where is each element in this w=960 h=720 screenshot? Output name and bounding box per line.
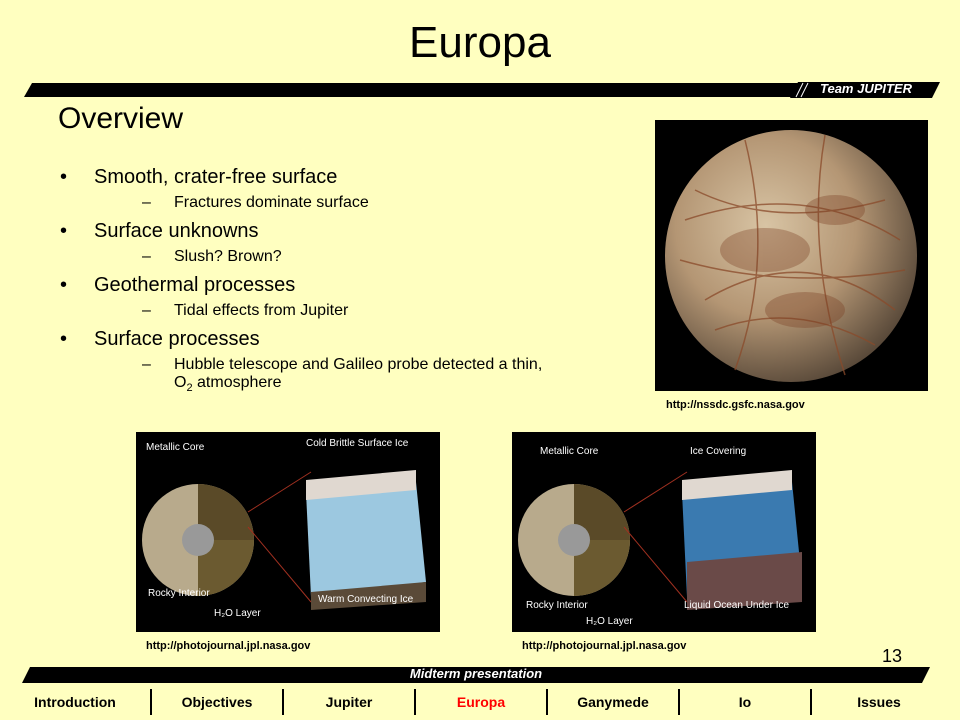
photo-credit: http://nssdc.gsfc.nasa.gov (666, 399, 805, 411)
nav-item-objectives[interactable]: Objectives (181, 694, 253, 710)
diagram-credit-right: http://photojournal.jpl.nasa.gov (522, 640, 687, 652)
nav-item-issues[interactable]: Issues (857, 694, 901, 710)
bullet-item: • Smooth, crater-free surface – Fractures dominate surface (58, 164, 658, 212)
nav-item-introduction[interactable]: Introduction (34, 694, 116, 710)
team-tag: Team JUPITER (820, 81, 912, 96)
diagram-credit-left: http://photojournal.jpl.nasa.gov (146, 640, 311, 652)
header-bar (20, 80, 940, 100)
nav-item-io[interactable]: Io (738, 694, 752, 710)
nav-item-ganymede[interactable]: Ganymede (577, 694, 649, 710)
bullet-list (58, 162, 658, 403)
diagram-label: Metallic Core (540, 446, 599, 457)
sub-bullet-item: – Fractures dominate surface (94, 194, 658, 212)
section-heading: Overview (58, 102, 184, 135)
europa-interior-diagram-left (136, 432, 440, 632)
sub-bullet-item: – Tidal effects from Jupiter (94, 302, 658, 320)
europa-globe-image (655, 120, 928, 391)
bullet-item: • Surface processes – Hubble telescope and Galileo probe detected a thin, $O_2$ atmosphere (58, 326, 658, 397)
bullet-item: • Surface unknowns – Slush? Brown? (58, 218, 658, 266)
slide-navigation (0, 684, 960, 720)
diagram-label: Ice Covering (690, 446, 747, 457)
diagram-label: Warm Convecting Ice (318, 594, 414, 605)
diagram-label: Rocky Interior (526, 600, 588, 611)
diagram-label: Cold Brittle Surface Ice (306, 438, 409, 449)
diagram-label: H₂O Layer (214, 608, 261, 619)
nav-item-jupiter[interactable]: Jupiter (325, 694, 373, 710)
diagram-label: Rocky Interior (148, 588, 210, 599)
diagram-label: H₂O Layer (586, 616, 633, 627)
bullet-item: • Geothermal processes – Tidal effects from Jupiter (58, 272, 658, 320)
page-number: 13 (882, 646, 903, 666)
diagram-label: Metallic Core (146, 442, 205, 453)
diagram-label: Liquid Ocean Under Ice (684, 600, 790, 611)
slide-title: Europa (409, 18, 551, 67)
nav-item-europa[interactable]: Europa (456, 694, 506, 710)
europa-interior-diagram-right (512, 432, 816, 632)
footer-tag: Midterm presentation (409, 666, 543, 681)
sub-bullet-item: – Slush? Brown? (94, 248, 658, 266)
europa-photo (655, 120, 928, 391)
sub-bullet-item: – Hubble telescope and Galileo probe detected a thin, $O_2$ atmosphere (94, 356, 658, 397)
